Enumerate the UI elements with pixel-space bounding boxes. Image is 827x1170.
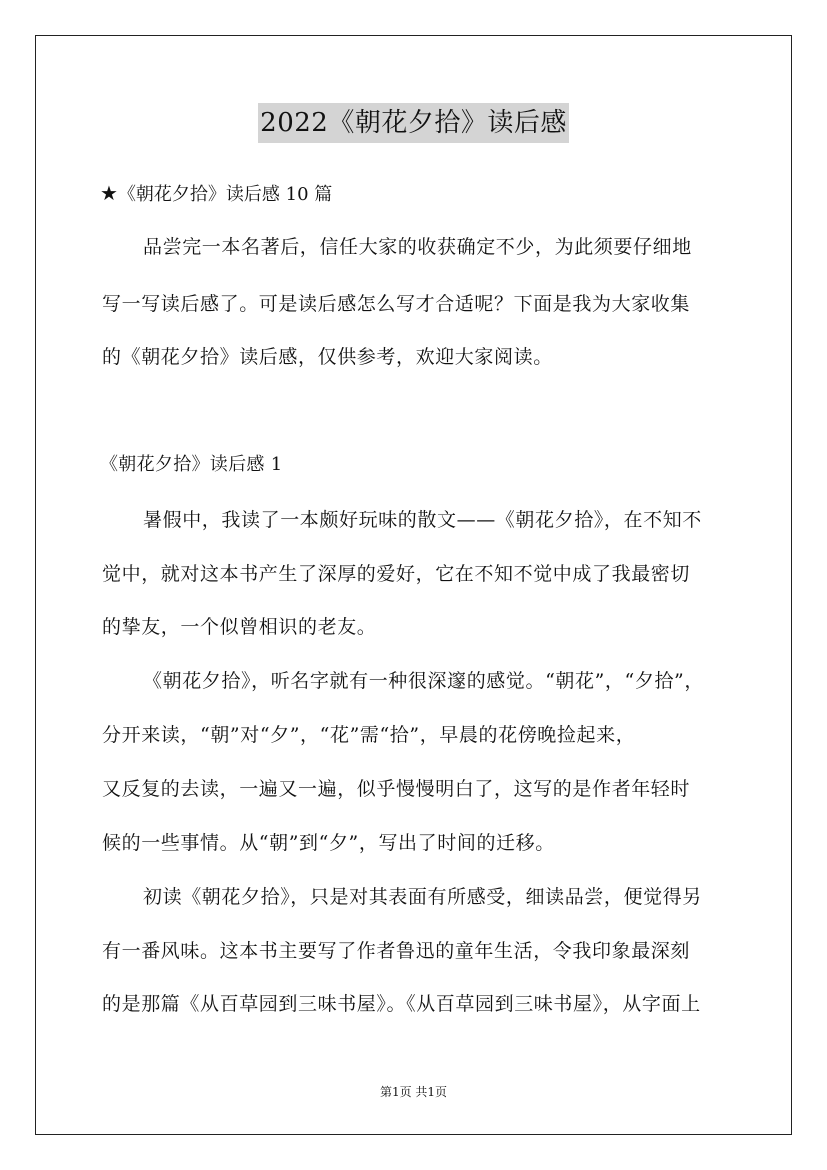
body-line: 初读《朝花夕拾》，只是对其表面有所感受，细读品尝，便觉得另: [143, 886, 702, 908]
page-footer: 第1页 共1页: [379, 1085, 448, 1099]
body-line: 的是那篇《从百草园到三味书屋》。《从百草园到三味书屋》，从字面上: [102, 993, 701, 1015]
body-line: 有一番风味。这本书主要写了作者鲁迅的童年生活，令我印象最深刻: [102, 940, 691, 962]
title-container: [0, 103, 827, 143]
body-line: 候的一些事情。从“朝”到“夕”，写出了时间的迁移。: [102, 832, 555, 854]
body-line: 分开来读，“朝”对“夕”，“花”需“拾”，早晨的花傍晚捡起来，: [102, 724, 636, 746]
section-heading: 《朝花夕拾》读后感 1: [100, 454, 283, 475]
body-line: 暑假中，我读了一本颇好玩味的散文——《朝花夕拾》，在不知不: [143, 509, 702, 531]
body-line: 的挚友，一个似曾相识的老友。: [102, 616, 377, 638]
subtitle-text: 《朝花夕拾》读后感 10 篇: [117, 184, 333, 205]
intro-line: 品尝完一本名著后，信任大家的收获确定不少，为此须要仔细地: [143, 236, 692, 258]
intro-line: 写一写读后感了。可是读后感怎么写才合适呢？下面是我为大家收集: [102, 293, 691, 315]
star-icon: ★: [100, 181, 118, 205]
document-title: 2022《朝花夕拾》读后感: [258, 103, 569, 143]
body-line: 又反复的去读，一遍又一遍，似乎慢慢明白了，这写的是作者年轻时: [102, 778, 691, 800]
body-line: 觉中，就对这本书产生了深厚的爱好，它在不知不觉中成了我最密切: [102, 563, 691, 585]
body-line: 《朝花夕拾》，听名字就有一种很深邃的感觉。“朝花”，“夕拾”，: [143, 670, 704, 692]
document-subtitle: [100, 178, 332, 210]
intro-line: 的《朝花夕拾》读后感，仅供参考，欢迎大家阅读。: [102, 346, 553, 368]
